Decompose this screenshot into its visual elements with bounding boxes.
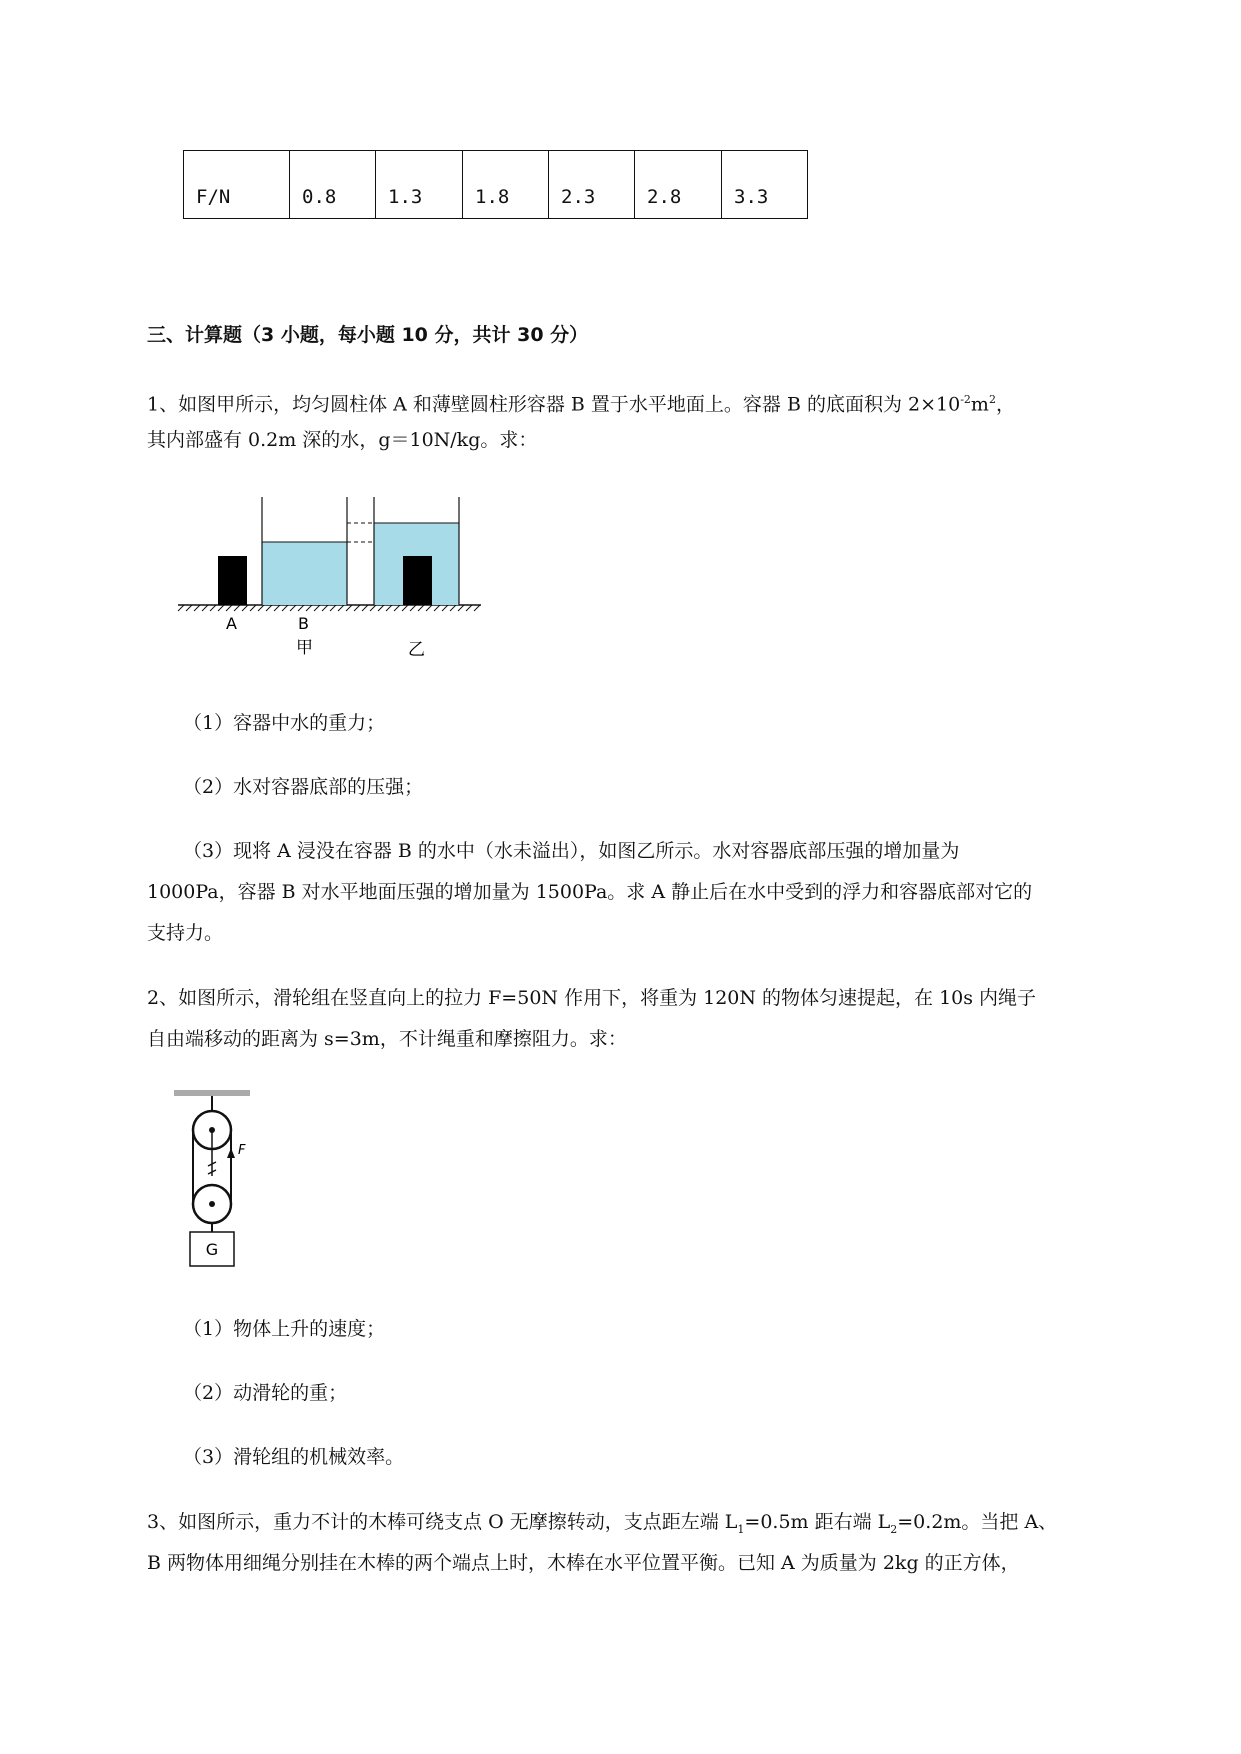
q2-line1: 2、如图所示，滑轮组在竖直向上的拉力 F=50N 作用下，将重为 120N 的物体匀速提起，在 10s 内绳子	[147, 987, 1037, 1009]
label-b: B	[298, 614, 309, 633]
label-g: G	[205, 1240, 219, 1259]
label-jia: 甲	[296, 638, 313, 658]
force-arrow-head	[227, 1148, 235, 1158]
q1-figure	[176, 495, 486, 670]
table-row	[184, 151, 808, 219]
q3-line2: B 两物体用细绳分别挂在木棒的两个端点上时，木棒在水平位置平衡。已知 A 为质量为 2kg 的正方体，	[147, 1552, 1020, 1574]
q2-sub2: （2）动滑轮的重；	[183, 1382, 348, 1404]
q1-line1	[147, 389, 1015, 415]
table-cell: 1.8	[463, 151, 549, 219]
table-cell: 1.3	[376, 151, 463, 219]
movable-pulley-axle	[209, 1201, 215, 1207]
cylinder-a	[218, 556, 247, 605]
q1-sub3-line3: 支持力。	[147, 922, 224, 944]
cylinder-a-immersed	[403, 556, 432, 605]
label-yi: 乙	[408, 640, 425, 660]
section-heading: 三、计算题（3 小题，每小题 10 分，共计 30 分）	[147, 324, 589, 346]
q3-sub-1: 1	[737, 1522, 745, 1536]
ceiling	[174, 1090, 250, 1096]
q1-exponent: -2	[960, 393, 971, 406]
q1-sub2: （2）水对容器底部的压强；	[183, 776, 424, 798]
q3-line1-mid: =0.5m 距右端 L	[744, 1511, 891, 1533]
q1-line1-text: 1、如图甲所示，均匀圆柱体 A 和薄壁圆柱形容器 B 置于水平地面上。容器 B 的底面积为 2×10	[147, 393, 961, 416]
pulley-figure	[170, 1088, 260, 1278]
water-jia	[262, 542, 347, 605]
q2-sub3: （3）滑轮组的机械效率。	[183, 1446, 405, 1468]
label-f: F	[238, 1143, 246, 1158]
table-cell: 3.3	[722, 151, 808, 219]
q1-sub3-line2: 1000Pa，容器 B 对水平地面压强的增加量为 1500Pa。求 A 静止后在水中受到的浮力和容器底部对它的	[147, 881, 1033, 903]
label-a: A	[226, 614, 237, 633]
rope-middle	[208, 1130, 216, 1176]
q1-sub1: （1）容器中水的重力；	[183, 712, 386, 734]
q3-line1-end: =0.2m。当把 A、	[897, 1511, 1058, 1533]
q1-comma: ，	[995, 393, 1015, 416]
table-cell: 0.8	[290, 151, 376, 219]
q3-line1-text: 3、如图所示，重力不计的木棒可绕支点 O 无摩擦转动，支点距左端 L	[147, 1511, 738, 1533]
q1-unit: m	[970, 393, 989, 416]
q3-line1	[147, 1511, 1057, 1541]
q1-square: 2	[988, 393, 996, 406]
q2-sub1: （1）物体上升的速度；	[183, 1318, 386, 1340]
table-cell: 2.8	[635, 151, 722, 219]
table-label-cell: F/N	[184, 151, 290, 219]
table-cell: 2.3	[549, 151, 635, 219]
q1-line2: 其内部盛有 0.2m 深的水，g＝10N/kg。求：	[147, 429, 538, 451]
q1-sub3-line1: （3）现将 A 浸没在容器 B 的水中（水未溢出），如图乙所示。水对容器底部压强的增加量为	[183, 840, 960, 862]
data-table	[183, 150, 808, 219]
ground-hatch	[178, 605, 480, 611]
q2-line2: 自由端移动的距离为 s=3m，不计绳重和摩擦阻力。求：	[147, 1028, 627, 1050]
q3-sub-2: 2	[890, 1522, 898, 1536]
